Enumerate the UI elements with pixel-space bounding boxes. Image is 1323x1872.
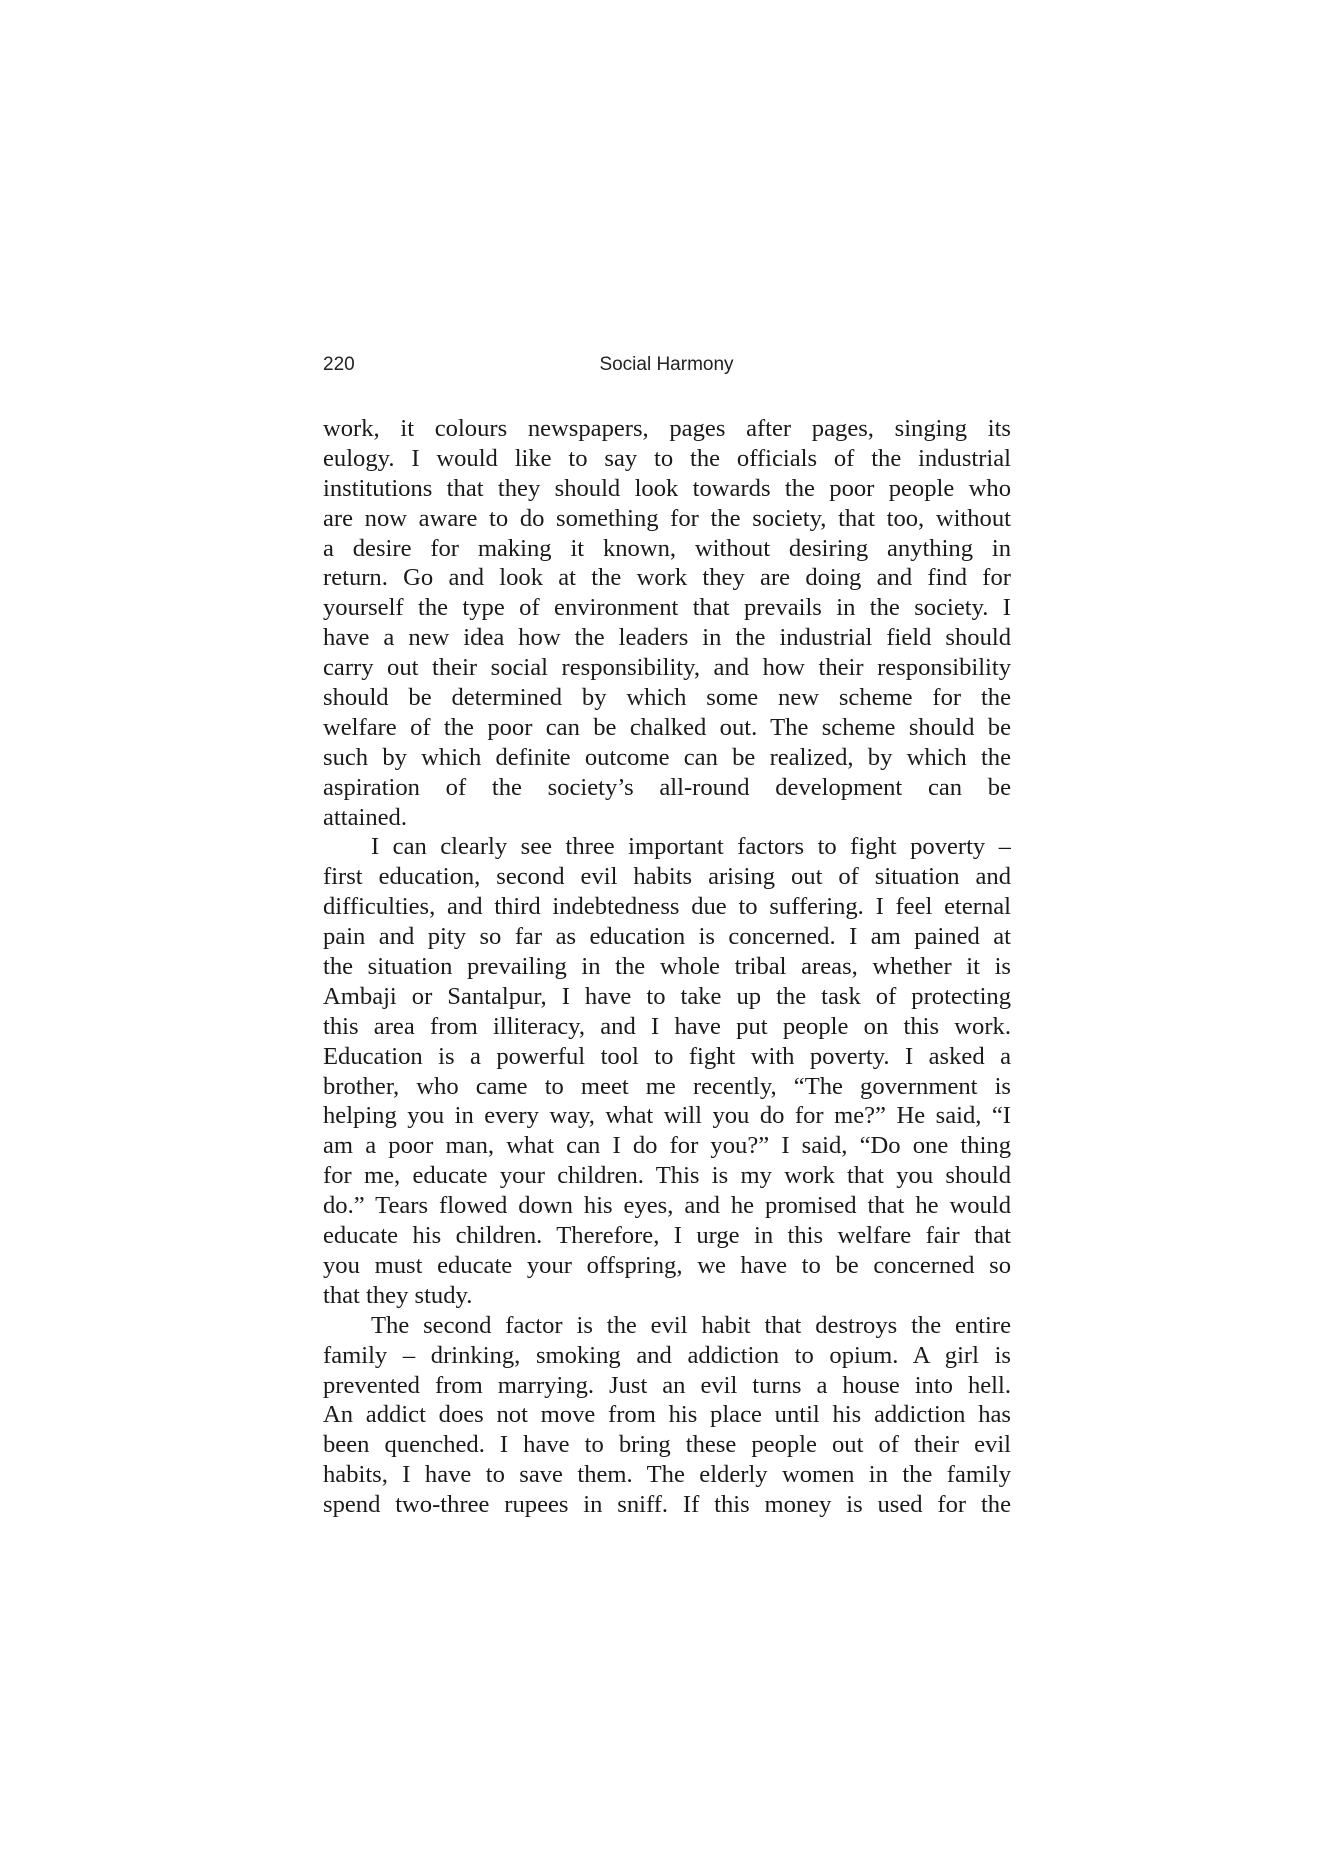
text-line: aspiration of the society’s all-round development can be — [323, 773, 1011, 801]
text-line: should be determined by which some new scheme for the — [323, 684, 1011, 712]
paragraph — [323, 832, 1011, 1310]
text-line: are now aware to do something for the society, that too, without — [323, 504, 1011, 532]
text-line: eulogy. I would like to say to the officials of the industrial — [323, 444, 1011, 472]
text-line: yourself the type of environment that prevails in the society. I — [323, 594, 1011, 622]
page-number: 220 — [323, 354, 355, 375]
text-line: first education, second evil habits arising out of situation and — [323, 863, 1011, 891]
text-line: pain and pity so far as education is concerned. I am pained at — [323, 923, 1011, 951]
text-line: do.” Tears flowed down his eyes, and he promised that he would — [323, 1192, 1011, 1220]
text-line: been quenched. I have to bring these people out of their evil — [323, 1431, 1011, 1459]
text-line: return. Go and look at the work they are doing and find for — [323, 564, 1011, 592]
text-line: difficulties, and third indebtedness due to suffering. I feel eternal — [323, 893, 1011, 921]
paragraph — [323, 414, 1011, 832]
text-line: carry out their social responsibility, and how their responsibility — [323, 654, 1011, 682]
text-line: a desire for making it known, without desiring anything in — [323, 534, 1011, 562]
text-line: the situation prevailing in the whole tribal areas, whether it is — [323, 953, 1011, 981]
text-line: work, it colours newspapers, pages after pages, singing its — [323, 415, 1011, 442]
text-line: institutions that they should look towards the poor people who — [323, 474, 1011, 502]
text-line: Education is a powerful tool to fight with poverty. I asked a — [323, 1042, 1011, 1070]
text-line: have a new idea how the leaders in the industrial field should — [323, 624, 1011, 652]
paragraph — [323, 1311, 1011, 1520]
text-line: prevented from marrying. Just an evil turns a house into hell. — [323, 1371, 1011, 1399]
text-line: educate his children. Therefore, I urge in this welfare fair that — [323, 1222, 1011, 1250]
text-line: brother, who came to meet me recently, “The government is — [323, 1072, 1011, 1100]
text-line: for me, educate your children. This is my work that you should — [323, 1162, 1011, 1190]
text-line: An addict does not move from his place until his addiction has — [323, 1401, 1011, 1429]
text-line: this area from illiteracy, and I have put people on this work. — [323, 1012, 1011, 1040]
text-line: attained. — [323, 803, 407, 831]
running-title: Social Harmony — [599, 354, 734, 375]
text-line: The second factor is the evil habit that destroys the entire — [371, 1311, 1011, 1339]
body-text — [323, 414, 1011, 1520]
text-line: such by which definite outcome can be realized, by which the — [323, 743, 1011, 771]
text-line: that they study. — [323, 1281, 473, 1309]
text-line: you must educate your offspring, we have to be concerned so — [323, 1251, 1011, 1279]
text-line: spend two-three rupees in sniff. If this money is used for the — [323, 1491, 1011, 1519]
text-line: Ambaji or Santalpur, I have to take up the task of protecting — [323, 982, 1011, 1010]
running-head — [323, 354, 1010, 378]
text-line: helping you in every way, what will you do for me?” He said, “I — [323, 1102, 1011, 1130]
text-line: family – drinking, smoking and addiction to opium. A girl is — [323, 1341, 1011, 1369]
text-line: habits, I have to save them. The elderly women in the family — [323, 1461, 1011, 1489]
text-line: am a poor man, what can I do for you?” I said, “Do one thing — [323, 1132, 1011, 1160]
text-line: I can clearly see three important factors to fight poverty – — [371, 833, 1011, 861]
text-line: welfare of the poor can be chalked out. The scheme should be — [323, 713, 1011, 741]
